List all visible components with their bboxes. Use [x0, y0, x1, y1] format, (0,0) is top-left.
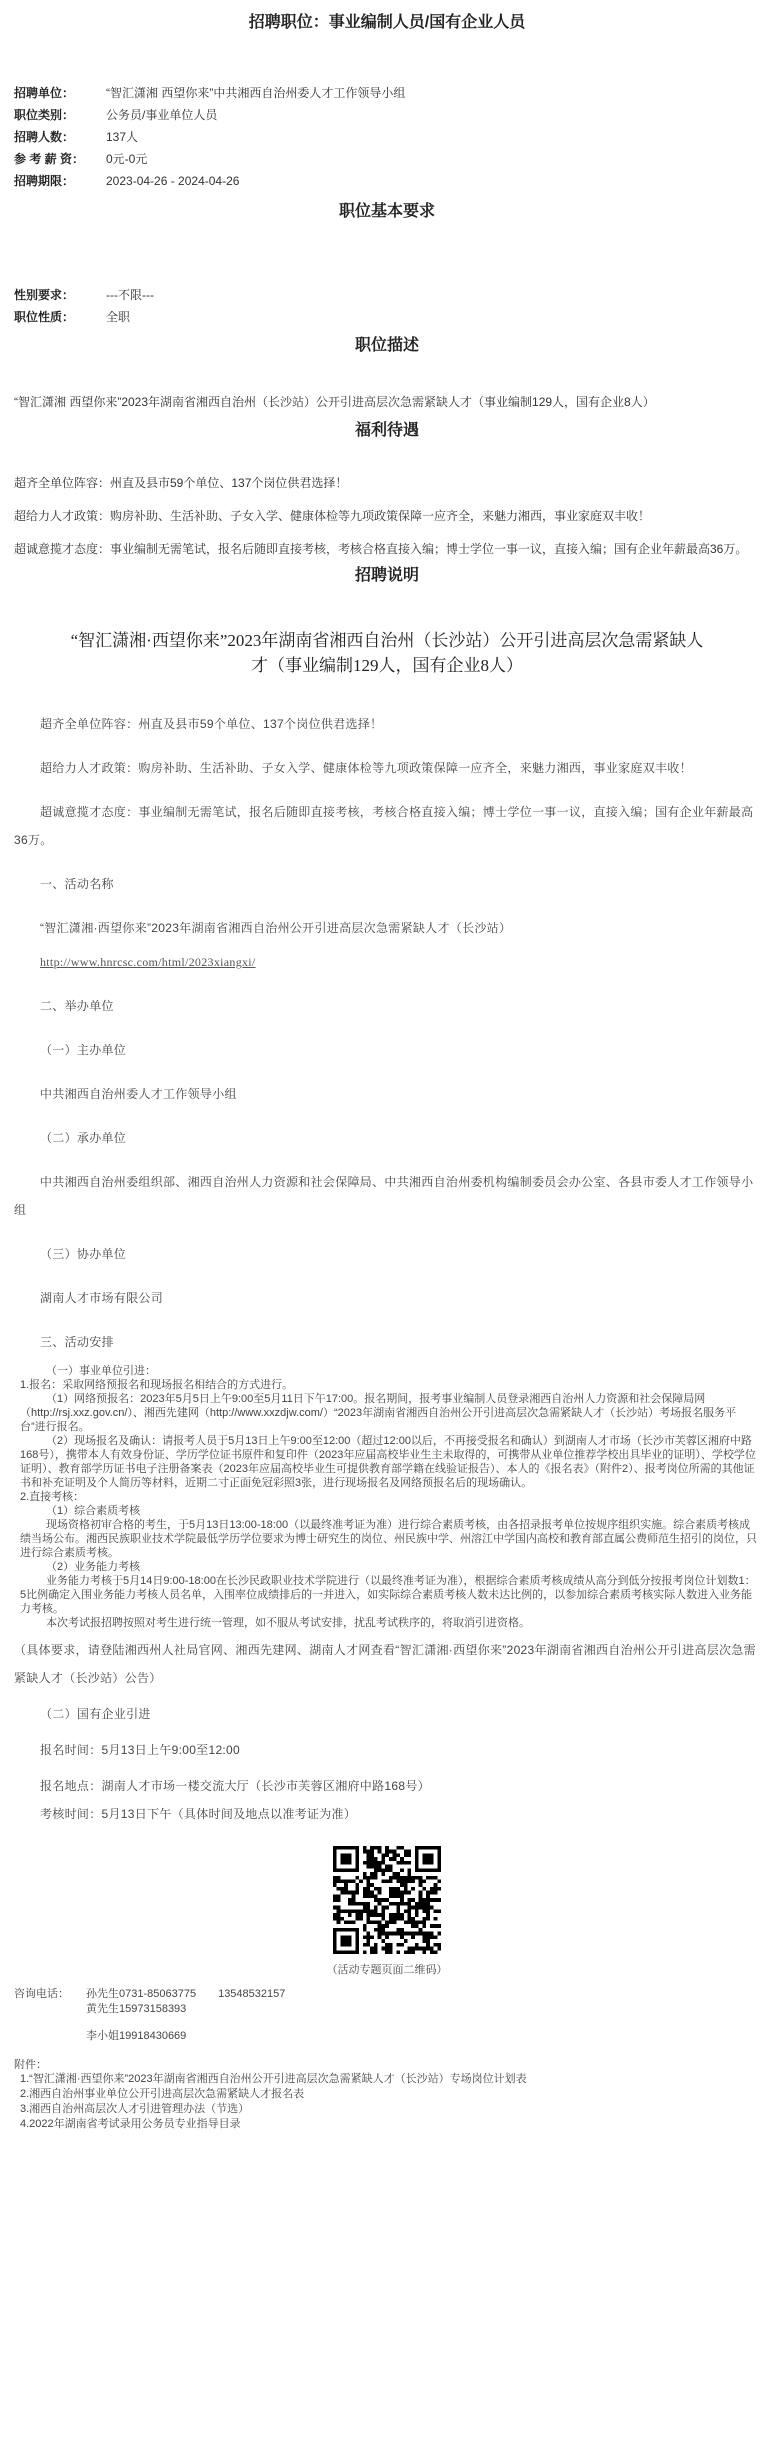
- info-label: 招聘人数：: [14, 130, 75, 144]
- info-value: 2023-04-26 - 2024-04-26: [106, 174, 240, 188]
- contact-item: 孙先生0731-85063775 13548532157: [86, 1988, 286, 2000]
- info-label: 招聘单位：: [14, 86, 75, 100]
- doc-subheading: （一）主办单位: [40, 1043, 127, 1057]
- info-label: 职位类别：: [14, 108, 75, 122]
- doc-paragraph: “智汇潇湘·西望你来”2023年湖南省湘西自治州公开引进高层次急需紧缺人才（长沙站）: [40, 921, 512, 935]
- doc-subheading: （三）协办单位: [40, 1247, 127, 1261]
- doc-heading: 二、举办单位: [40, 999, 114, 1013]
- doc-paragraph: 中共湘西自治州委组织部、湘西自治州人力资源和社会保障局、中共湘西自治州委机构编制委员会办公室、各县市委人才工作领导小组: [14, 1175, 754, 1217]
- contact-item: 李小姐19918430669: [86, 2030, 187, 2042]
- attachment-link[interactable]: 1.“智汇潇湘·西望你来”2023年湖南省湘西自治州公开引进高层次急需紧缺人才（长沙站）专场岗位计划表: [20, 2073, 527, 2085]
- job-info-section: [14, 48, 760, 192]
- doc-subheading: （二）承办单位: [40, 1131, 127, 1145]
- detail-line: （1）网络预报名：2023年5月5日上午9:00至5月11日下午17:00。报名期间，报考事业编制人员登录湘西自治州人力资源和社会保障局网（http://rsj.xxz.gov.cn/）、湘西先建网（http://www.xxzdjw.com/）“2023年湖南省湘西自治州公开引进高层次急需紧缺人才（长沙站）考场报名服务平台”进行报名。: [20, 1393, 737, 1433]
- attachments-label: 附件：: [14, 2059, 47, 2071]
- description-title: 职位描述: [354, 337, 419, 354]
- welfare-item: 超给力人才政策：购房补助、生活补助、子女入学、健康体检等九项政策保障一应齐全，来魅力湘西，事业家庭双丰收！: [14, 509, 651, 523]
- recruit-title: 招聘说明: [354, 567, 419, 584]
- doc-paragraph: 中共湘西自治州委人才工作领导小组: [40, 1087, 237, 1101]
- doc-paragraph: 考核时间：5月13日下午（具体时间及地点以准考证为准）: [40, 1807, 357, 1821]
- doc-paragraph: 超诚意揽才态度：事业编制无需笔试，报名后随即直接考核，考核合格直接入编；博士学位一事一议，直接入编；国有企业年薪最高36万。: [14, 805, 754, 847]
- recruit-big-title: “智汇潇湘·西望你来”2023年湖南省湘西自治州（长沙站）公开引进高层次急需紧缺人才（事业编制129人，国有企业8人）: [70, 631, 704, 675]
- req-value: ---不限---: [106, 288, 154, 302]
- detail-line: （一）事业单位引进：: [46, 1365, 156, 1377]
- info-value: “智汇潇湘 西望你来”中共湘西自治州委人才工作领导小组: [106, 86, 406, 100]
- qr-code-block: [14, 1828, 760, 1977]
- info-value: 137人: [106, 130, 139, 144]
- welfare-section: [14, 457, 760, 558]
- attachment-link[interactable]: 4.2022年湖南省考试录用公务员专业指导目录: [20, 2118, 241, 2130]
- welfare-title: 福利待遇: [354, 422, 419, 439]
- info-row-category: [14, 104, 760, 126]
- detail-line: 本次考试报招聘按照对考生进行统一管理，如不服从考试安排，扰乱考试秩序的，将取消引进资格。: [46, 1617, 530, 1629]
- description-section: [14, 380, 760, 411]
- req-row-nature: [14, 306, 760, 328]
- doc-subheading: （二）国有企业引进: [40, 1707, 151, 1721]
- doc-paragraph: 湖南人才市场有限公司: [40, 1291, 164, 1305]
- welfare-item: 超诚意揽才态度：事业编制无需笔试，报名后随即直接考核，考核合格直接入编；博士学位一事一议，直接入编；国有企业年薪最高36万。: [14, 542, 748, 556]
- requirements-section: [14, 250, 760, 328]
- description-text: “智汇潇湘 西望你来”2023年湖南省湘西自治州（长沙站）公开引进高层次急需紧缺人才（事业编制129人，国有企业8人）: [14, 395, 655, 409]
- contact-label: 咨询电话：: [14, 1988, 69, 2000]
- detail-line: 1.报名：采取网络预报名和现场报名相结合的方式进行。: [20, 1379, 294, 1391]
- attachment-link[interactable]: 2.湘西自治州事业单位公开引进高层次急需紧缺人才报名表: [20, 2088, 305, 2100]
- attachments-list: [14, 2072, 760, 2132]
- req-row-gender: [14, 284, 760, 306]
- doc-paragraph: 报名时间：5月13日上午9:00至12:00: [40, 1743, 241, 1757]
- detail-line: 现场资格初审合格的考生，于5月13日13:00-18:00（以最终准考证为准）进行综合素质考核，由各招录报考单位按规序组织实施。综合素质考核成绩当场公布。湘西民族职业技术学院最低学历学位要求为博士研究生的岗位、州民族中学、州溶江中学国内高校和教育部直属公费师范生招引的岗位，只进行综合素质考核。: [20, 1519, 757, 1559]
- info-row-unit: [14, 82, 760, 104]
- activity-url-link[interactable]: http://www.hnrcsc.com/html/2023xiangxi/: [40, 955, 256, 969]
- detail-line: （1）综合素质考核: [46, 1505, 141, 1517]
- detail-line: 业务能力考核于5月14日9:00-18:00在长沙民政职业技术学院进行（以最终准考证为准），根据综合素质考核成绩从高分到低分按报考岗位计划数1：5比例确定入围业务能力考核人员名单，入围率位成绩排后的一并进入，如实际综合素质考核人数未达比例的，以参加综合素质考核实际人数进入业务能力考核。: [20, 1575, 756, 1615]
- req-label: 职位性质：: [14, 310, 75, 324]
- info-value: 公务员/事业单位人员: [106, 108, 218, 122]
- req-label: 性别要求：: [14, 288, 75, 302]
- doc-paragraph: （具体要求，请登陆湘西州人社局官网、湘西先建网、湖南人才网查看“智汇潇湘·西望你来”2023年湖南省湘西自治州公开引进高层次急需紧缺人才（长沙站）公告）: [14, 1643, 756, 1685]
- info-row-salary: [14, 148, 760, 170]
- qr-code-image: [333, 1846, 441, 1954]
- info-label: 参 考 薪 资：: [14, 152, 85, 166]
- doc-paragraph: 报名地点：湖南人才市场一楼交流大厅（长沙市芙蓉区湘府中路168号）: [40, 1779, 430, 1793]
- info-row-period: [14, 170, 760, 192]
- detail-line: （2）业务能力考核: [46, 1561, 141, 1573]
- contact-item: 黄先生15973158393: [86, 2003, 187, 2015]
- req-value: 全职: [106, 310, 131, 324]
- detail-line: （2）现场报名及确认：请报考人员于5月13日上午9:00至12:00（超过12:00以后，不再接受报名和确认）到湖南人才市场（长沙市芙蓉区湘府中路168号），携带本人有效身份证、学历学位证书原件和复印件（2023年应届高校毕业生主未取得的，可携带从业单位推荐学校出具毕业的证明）、学校学位证明）、教育部学历证书电子注册备案表（2023年应届高校毕业生可提供教育部学籍在线验证报告）、本人的《报名表》（附件2）、报考岗位所需的其他证书和补充证明及个人简历等材料，近期二寸正面免冠彩照3张，进行现场报名及网络预报名后的现场确认。: [20, 1435, 756, 1489]
- doc-paragraph: 超齐全单位阵容：州直及县市59个单位、137个岗位供君选择！: [40, 717, 383, 731]
- contact-block: [14, 1987, 760, 2044]
- info-value: 0元-0元: [106, 152, 148, 166]
- contact-list: [86, 1987, 285, 2044]
- attachment-link[interactable]: 3.湘西自治州高层次人才引进管理办法（节选）: [20, 2103, 250, 2115]
- requirements-title: 职位基本要求: [338, 203, 435, 220]
- qr-caption: （活动专题页面二维码）: [326, 1964, 448, 1976]
- detail-line: 2.直接考核：: [20, 1491, 85, 1503]
- info-label: 招聘期限：: [14, 174, 75, 188]
- page-title: 招聘职位：事业编制人员/国有企业人员: [248, 14, 526, 31]
- activity-details: [14, 1364, 760, 1630]
- info-row-count: [14, 126, 760, 148]
- doc-link-row: [14, 948, 760, 976]
- doc-paragraph: 超给力人才政策：购房补助、生活补助、子女入学、健康体检等九项政策保障一应齐全，来魅力湘西，事业家庭双丰收！: [40, 761, 692, 775]
- welfare-item: 超齐全单位阵容：州直及县市59个单位、137个岗位供君选择！: [14, 476, 348, 490]
- doc-heading: 一、活动名称: [40, 877, 114, 891]
- doc-heading: 三、活动安排: [40, 1335, 114, 1349]
- recruit-document: [14, 696, 760, 2132]
